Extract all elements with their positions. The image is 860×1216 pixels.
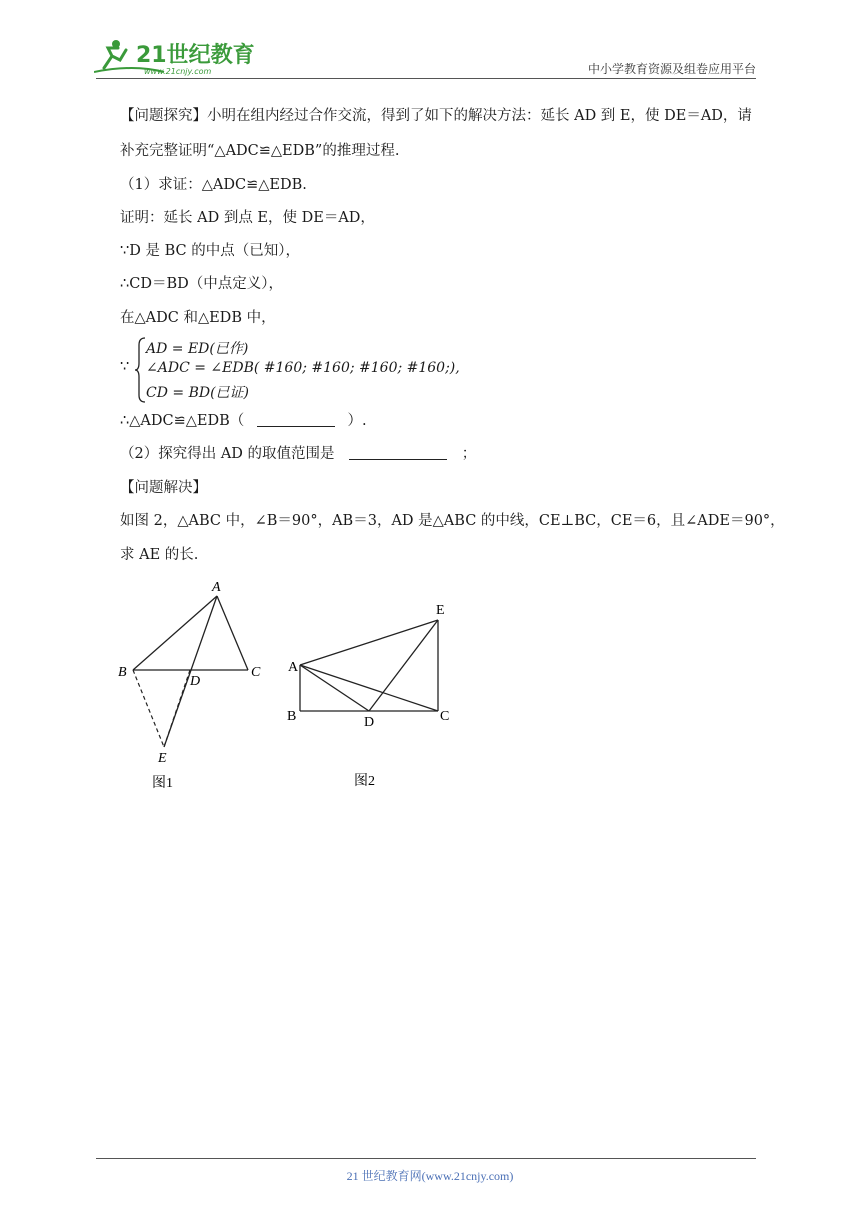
conclusion-prefix: ∴△ADC≌△EDB（ [120,413,245,429]
fig1-label-d: D [190,674,201,689]
condition-ad-ed: AD = ED(已作) [146,341,249,357]
segment-de [369,620,438,711]
header-slogan: 中小学教育资源及组卷应用平台 [587,62,756,76]
proof-step-cd-bd: ∴CD＝BD（中点定义）， [120,276,283,292]
segment-ae [300,620,438,665]
condition-angle: ∠ADC = ∠EDB( #160; #160; #160; #160;), [146,360,460,376]
fig1-label-b: B [118,665,127,680]
condition-cd-bd: CD = BD(已证) [146,385,250,401]
proof-step-extend: 证明：延长 AD 到点 E，使 DE＝AD， [120,210,375,226]
runner-logo-icon [94,34,264,78]
range-blank[interactable] [349,445,447,460]
proof-step-triangles: 在△ADC 和△EDB 中， [120,310,276,326]
fig1-caption: 图1 [152,776,173,791]
fig1-label-a: A [212,580,221,595]
fig2-caption: 图2 [354,774,375,789]
conclusion-line [120,411,367,431]
conclusion-suffix: ）. [347,413,367,429]
header-divider [96,78,756,79]
segment-ac [300,665,438,711]
fig2-label-b: B [287,709,297,724]
logo-url: www.21cnjy.com [144,67,212,76]
footer-link[interactable]: 21 世纪教育网(www.21cnjy.com) [346,1169,514,1183]
fig2-label-c: C [440,709,450,724]
fig2-label-e: E [436,603,445,618]
problem-explore-line-1: 【问题探究】小明在组内经过合作交流，得到了如下的解决方法：延长 AD 到 E，使 DE＝AD，请 [120,108,752,124]
proof-step-midpoint: ∵D 是 BC 的中点（已知）， [120,243,300,259]
site-logo [94,34,264,78]
part2-line [120,444,476,464]
figure-1 [110,575,280,795]
problem-explore-line-2: 补充完整证明“△ADC≌△EDB”的推理过程. [120,143,400,159]
fig2-label-a: A [288,660,299,675]
segment-ad [300,665,369,711]
problem-solve-line-1: 如图 2，△ABC 中，∠B＝90°，AB＝3，AD 是△ABC 的中线，CE⊥BC，CE＝6，且∠ADE＝90°， [120,513,785,529]
segment-ac [217,596,248,670]
footer-divider [96,1158,756,1159]
reason-blank[interactable] [257,412,335,427]
part2-suffix: ； [461,446,477,462]
fig1-label-e: E [158,751,167,766]
problem-solve-line-2: 求 AE 的长. [120,547,199,563]
part2-prefix: （2）探究得出 AD 的取值范围是 [120,446,335,462]
congruence-conditions [120,337,520,403]
fig1-label-c: C [251,665,261,680]
fig2-label-d: D [364,715,375,730]
section-problem-solve: 【问题解决】 [120,480,207,496]
part1-prompt: （1）求证：△ADC≌△EDB. [120,177,307,193]
because-symbol: ∵ [120,359,130,375]
figure-2 [280,595,460,795]
segment-be-dashed [133,670,164,747]
logo-text: 21世纪教育 [136,43,255,68]
left-brace-icon [134,337,146,403]
